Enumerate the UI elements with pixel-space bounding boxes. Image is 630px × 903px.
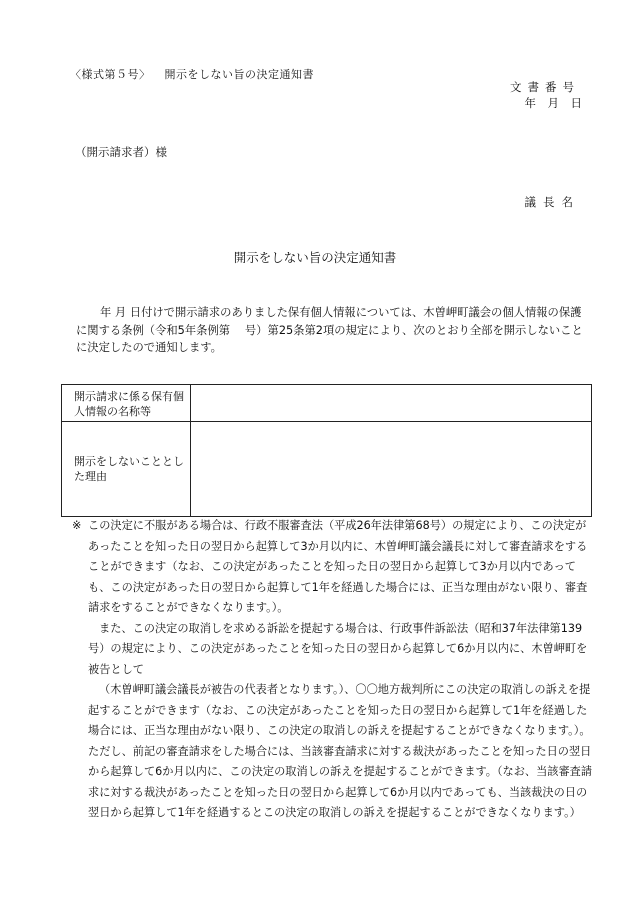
notes-section xyxy=(72,516,593,824)
row-label-info-name: 開示請求に係る保有個人情報の名称等 xyxy=(62,385,191,422)
table-row xyxy=(62,422,592,517)
row-value-reason xyxy=(191,422,592,517)
recipient: （開示請求者）様 xyxy=(75,145,167,159)
form-number: 〈様式第５号〉 xyxy=(70,68,151,81)
document-date: 年 月 日 xyxy=(524,96,582,110)
row-label-reason: 開示をしないこととした理由 xyxy=(62,422,191,517)
decision-table xyxy=(61,384,592,517)
document-number: 文書番号 xyxy=(510,80,580,94)
note-mark: ※ xyxy=(72,519,82,532)
document-title: 開示をしない旨の決定通知書 xyxy=(233,250,397,265)
note-paragraph-lawsuit-continued: （木曽岬町議会議長が被告の代表者となります。）、〇〇地方裁判所にこの決定の取消しの訴えを提起することができます（なお、この決定があったことを知った日の翌日から起算して1年を経過した場合には、正当な理由がない限り、この決定の取消しの訴えを提起することができなくなります。）。ただし、前記の審査請求をした場合には、当該審査請求に対する裁決があったことを知った日の翌日から起算して6か月以内に、この決定の取消しの訴えを提起することができます。（なお、当該審査請求に対する裁決があったことを知った日の翌日から起算して6か月以内であっても、当該裁決の日の翌日から起算して1年を経過するとこの決定の取消しの訴えを提起することができなくなります。） xyxy=(88,683,593,819)
row-value-info-name xyxy=(191,385,592,422)
note-paragraph-lawsuit: また、この決定の取消しを求める訴訟を提起する場合は、行政事件訴訟法（昭和37年法律第139号）の規定により、この決定があったことを知った日の翌日から起算して6か月以内に、木曽岬町を被告として xyxy=(88,621,588,676)
table-row xyxy=(62,385,592,422)
form-number-label xyxy=(70,68,314,81)
note-paragraph-appeal: この決定に不服がある場合は、行政不服審査法（平成26年法律第68号）の規定により、この決定があったことを知った日の翌日から起算して3か月以内に、木曽岬町議会議長に対して審査請求をすることができます（なお、この決定があったことを知った日の翌日から起算して3か月以内であっても、この決定があった日の翌日から起算して1年を経過した場合には、正当な理由がない限り、審査請求をすることができなくなります。）。 xyxy=(88,519,588,614)
form-title-label: 開示をしない旨の決定通知書 xyxy=(164,68,314,81)
sender-chair-name: 議長名 xyxy=(524,195,580,209)
intro-paragraph: 年 月 日付けで開示請求のありました保有個人情報については、木曽岬町議会の個人情報の保護に関する条例（令和5年条例第 号）第25条第2項の規定により、次のとおり全部を開示しないことに決定したので通知します。 xyxy=(76,306,583,354)
